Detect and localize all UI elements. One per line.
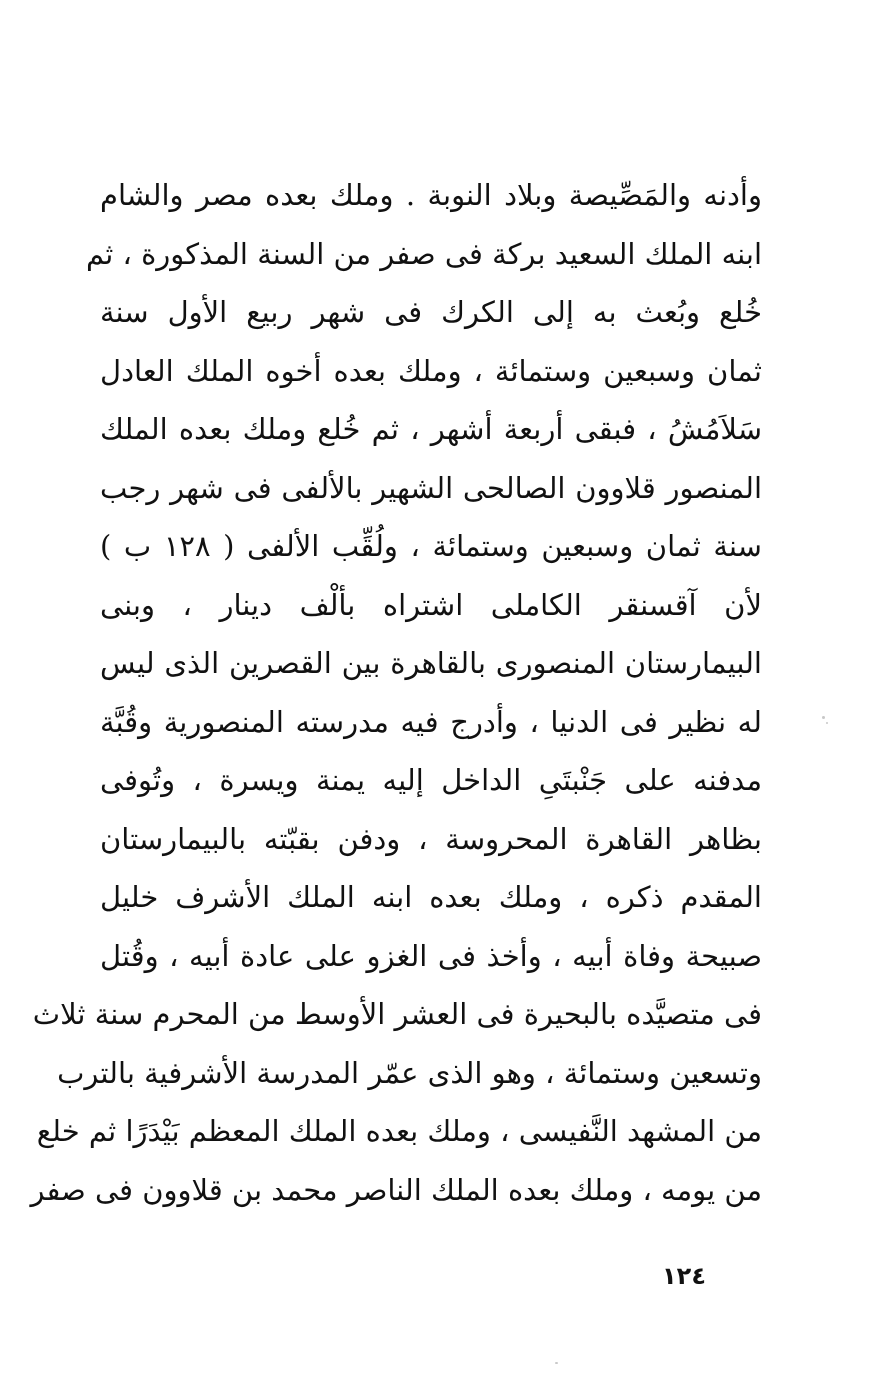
- text-line-17: من المشهد النَّفيسى ، وملك بعده الملك المعظم بَيْدَرًا ثم خلع: [36, 1114, 762, 1148]
- text-line-7: سنة ثمان وسبعين وستمائة ، ولُقِّب الألفى ( ١٢٨ ب ): [100, 529, 762, 563]
- text-line-18: من يومه ، وملك بعده الملك الناصر محمد بن قلاوون فى صفر: [30, 1172, 762, 1207]
- text-line-6: المنصور قلاوون الصالحى الشهير بالألفى فى شهر رجب: [100, 470, 762, 505]
- body-text: [30, 166, 762, 1219]
- scan-speck: [555, 1362, 558, 1364]
- text-line-5: سَلاَمُشُ ، فبقى أربعة أشهر ، ثم خُلع وملك بعده الملك: [100, 412, 762, 446]
- text-line-4: ثمان وسبعين وستمائة ، وملك بعده أخوه الملك العادل: [100, 353, 762, 388]
- page-number: ١٢٤: [662, 1262, 706, 1290]
- text-line-13: المقدم ذكره ، وملك بعده ابنه الملك الأشرف خليل: [100, 880, 762, 914]
- text-line-16: وتسعين وستمائة ، وهو الذى عمّر المدرسة الأشرفية بالترب: [57, 1055, 762, 1090]
- scan-speck: [826, 722, 828, 724]
- scan-speck: [822, 716, 825, 719]
- text-line-3: خُلع وبُعث به إلى الكرك فى شهر ربيع الأول سنة: [100, 295, 762, 329]
- text-line-9: البيمارستان المنصورى بالقاهرة بين القصرين الذى ليس: [100, 646, 762, 680]
- text-line-8: لأن آقسنقر الكاملى اشتراه بألْف دينار ، وبنى: [100, 587, 762, 622]
- text-line-10: له نظير فى الدنيا ، وأدرج فيه مدرسته المنصورية وقُبَّة: [100, 704, 762, 739]
- text-line-14: صبيحة وفاة أبيه ، وأخذ فى الغزو على عادة أبيه ، وقُتل: [100, 938, 762, 973]
- text-line-11: مدفنه على جَنْبتَىِ الداخل إليه يمنة ويسرة ، وتُوفى: [100, 763, 762, 797]
- text-line-1: وأدنه والمَصِّيصة وبلاد النوبة . وملك بعده مصر والشام: [100, 178, 762, 212]
- text-line-2: ابنه الملك السعيد بركة فى صفر من السنة المذكورة ، ثم: [85, 236, 762, 271]
- text-line-15: فى متصيَّده بالبحيرة فى العشر الأوسط من المحرم سنة ثلاث: [32, 997, 762, 1031]
- text-line-12: بظاهر القاهرة المحروسة ، ودفن بقبّته بالبيمارستان: [100, 821, 762, 856]
